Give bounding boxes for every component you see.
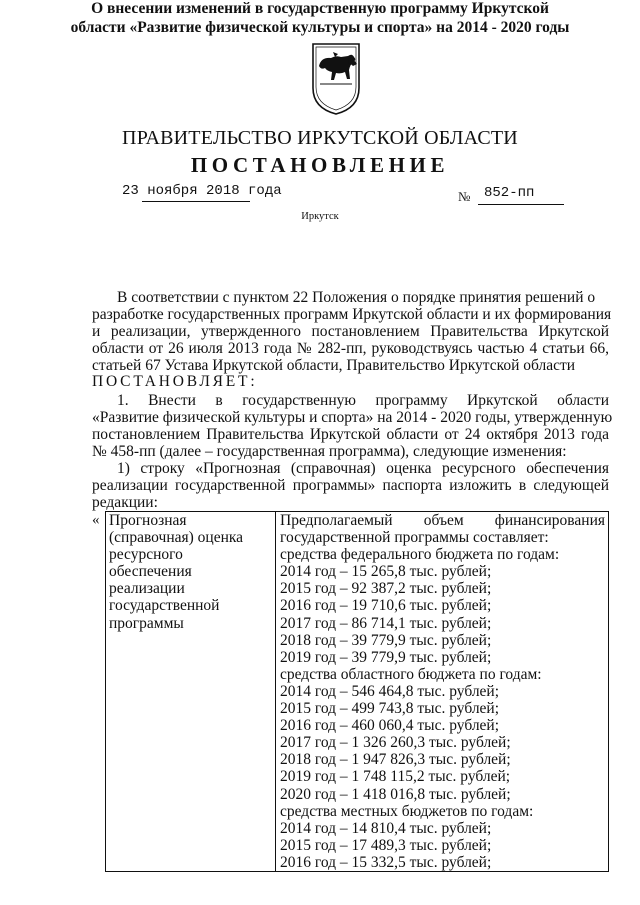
label-line: программы [109, 614, 184, 632]
financing-line: 2018 год – 39 779,9 тыс. рублей; [280, 631, 492, 649]
paragraph-line: № 458-пп (далее – государственная программа), следующие изменения: [92, 443, 567, 460]
financing-line: 2019 год – 39 779,9 тыс. рублей; [280, 648, 492, 666]
table-cell-label [106, 512, 276, 872]
label-line: ресурсного [109, 546, 183, 564]
paragraph-line: 1) строку «Прогнозная (справочная) оценка ресурсного обеспечения [117, 460, 609, 477]
financing-line: 2017 год – 86 714,1 тыс. рублей; [280, 614, 492, 632]
financing-word: финансирования [494, 512, 605, 529]
resolves-heading: ПОСТАНОВЛЯЕТ: [92, 373, 258, 390]
financing-line: 2014 год – 546 464,8 тыс. рублей; [280, 682, 500, 700]
paragraph-line: статьей 67 Устава Иркутской области, Правительство Иркутской области [92, 357, 576, 374]
number-underline [478, 204, 564, 205]
paragraph-line: области от 26 июля 2013 года № 282-пп, руководствуясь частью 4 статьи 66, [92, 340, 609, 357]
financing-line: 2014 год – 15 265,8 тыс. рублей; [280, 563, 492, 581]
label-line: Прогнозная [109, 512, 187, 529]
financing-line: государственной программы составляет: [280, 529, 549, 547]
open-quote: « [92, 512, 100, 528]
financing-word: Предполагаемый [280, 512, 393, 529]
table-row [106, 512, 609, 872]
subject-line: области «Развитие физической культуры и спорта» на 2014 - 2020 годы [70, 18, 570, 36]
financing-line: 2015 год – 92 387,2 тыс. рублей; [280, 580, 492, 598]
resource-table [105, 511, 609, 872]
financing-word: объем [423, 512, 464, 529]
paragraph-line: постановлением Правительства Иркутской области от 24 октября 2013 года [92, 426, 609, 443]
financing-line: 2018 год – 1 947 826,3 тыс. рублей; [280, 751, 511, 769]
paragraph-line: реализации государственной программы» паспорта изложить в следующей [92, 477, 609, 494]
paragraph-line: разработке государственных программ Иркутской области и их формирования [92, 306, 612, 323]
subject-line: О внесении изменений в государственную программу Иркутской [91, 0, 549, 17]
paragraph-line: редакции: [92, 494, 158, 511]
paragraph-line: В соответствии с пунктом 22 Положения о порядке принятия решений о [117, 289, 596, 306]
label-line: обеспечения [109, 563, 192, 581]
financing-line: средства областного бюджета по годам: [280, 665, 542, 683]
document-date: 23 ноября 2018 года [122, 183, 282, 199]
document-type: ПОСТАНОВЛЕНИЕ [190, 153, 450, 177]
financing-line: 2016 год – 19 710,6 тыс. рублей; [280, 597, 492, 615]
financing-line: средства местных бюджетов по годам: [280, 802, 534, 820]
irkutsk-crest-icon [303, 0, 369, 118]
label-line: реализации [109, 580, 185, 598]
financing-line: 2017 год – 1 326 260,3 тыс. рублей; [280, 734, 511, 752]
document-number: 852-пп [484, 185, 535, 201]
city-name: Иркутск [301, 211, 339, 222]
label-line: государственной [109, 597, 220, 615]
financing-line: 2016 год – 460 060,4 тыс. рублей; [280, 717, 500, 735]
financing-line: 2016 год – 15 332,5 тыс. рублей; [280, 853, 492, 871]
financing-line: 2014 год – 14 810,4 тыс. рублей; [280, 819, 492, 837]
financing-line: 2019 год – 1 748 115,2 тыс. рублей; [280, 768, 511, 786]
paragraph-line: и реализации, утвержденного постановлением Правительства Иркутской [92, 323, 609, 340]
financing-first-line [280, 512, 605, 529]
government-name: ПРАВИТЕЛЬСТВО ИРКУТСКОЙ ОБЛАСТИ [122, 127, 518, 149]
financing-line: 2015 год – 17 489,3 тыс. рублей; [280, 836, 492, 854]
table-cell-financing [276, 512, 609, 872]
financing-line: 2020 год – 1 418 016,8 тыс. рублей; [280, 785, 511, 803]
paragraph-line: «Развитие физической культуры и спорта» на 2014 - 2020 годы, утвержденную [92, 409, 613, 426]
number-sign: № [458, 189, 471, 204]
date-underline [142, 201, 250, 202]
financing-line: 2015 год – 499 743,8 тыс. рублей; [280, 700, 500, 718]
label-line: (справочная) оценка [109, 529, 244, 547]
paragraph-line: 1. Внести в государственную программу Иркутской области [117, 392, 609, 409]
financing-line: средства федерального бюджета по годам: [280, 546, 560, 564]
